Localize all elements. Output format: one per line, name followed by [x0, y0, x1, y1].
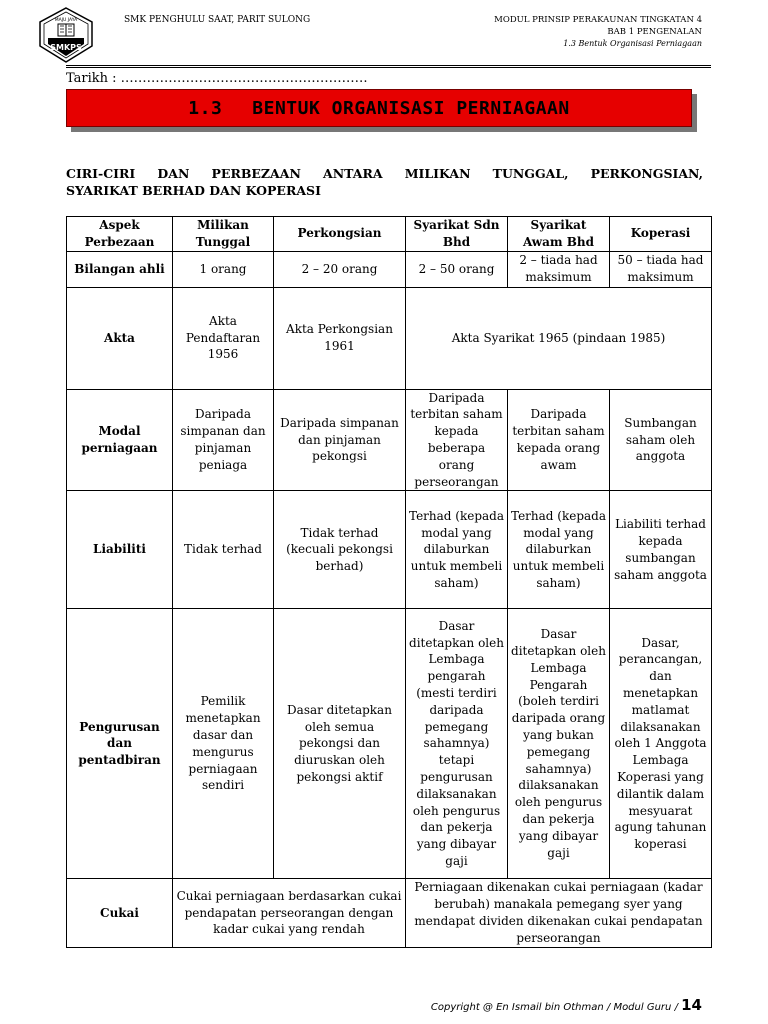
table-cell: Dasar ditetapkan oleh semua pekongsi dan diuruskan oleh pekongsi aktif — [274, 609, 406, 879]
header-cell: Milikan Tunggal — [173, 217, 274, 252]
aspect-cell: Cukai — [67, 879, 173, 947]
table-cell: Dasar ditetapkan oleh Lembaga Pengarah (boleh terdiri daripada orang yang bukan pemegang sahamnya) dilaksanakan oleh pengurus dan pekerja yang dibayar gaji — [508, 609, 610, 879]
table-cell: Sumbangan saham oleh anggota — [610, 389, 712, 491]
school-logo — [36, 6, 96, 64]
header-cell: Aspek Perbezaan — [67, 217, 173, 252]
date-label: Tarikh : ………………………………………………… — [66, 71, 368, 86]
table-row — [67, 251, 712, 287]
table-cell-merged: Perniagaan dikenakan cukai perniagaan (kadar berubah) manakala pemegang syer yang mendapat dividen dikenakan cukai pendapatan perseorangan — [406, 879, 712, 947]
table-cell: Daripada simpanan dan pinjaman peniaga — [173, 389, 274, 491]
table-row — [67, 287, 712, 389]
subtitle-line-2: SYARIKAT BERHAD DAN KOPERASI — [66, 183, 321, 198]
table-cell: 50 – tiada had maksimum — [610, 251, 712, 287]
table-cell: 1 orang — [173, 251, 274, 287]
aspect-cell: Bilangan ahli — [67, 251, 173, 287]
aspect-cell: Liabiliti — [67, 491, 173, 609]
section-title: 1.3 Bentuk Organisasi Perniagaan — [563, 39, 702, 48]
table-cell-merged: Cukai perniagaan berdasarkan cukai pendapatan perseorangan dengan kadar cukai yang rendah — [173, 879, 406, 947]
comparison-table — [66, 216, 712, 948]
page-number: 14 — [681, 996, 702, 1014]
table-row — [67, 389, 712, 491]
footer-module: Modul Guru — [613, 1002, 672, 1013]
table-header-row — [67, 217, 712, 252]
school-name: SMK PENGHULU SAAT, PARIT SULONG — [124, 15, 311, 25]
table-row — [67, 609, 712, 879]
table-cell: 2 – 50 orang — [406, 251, 508, 287]
table-cell: Dasar, perancangan, dan menetapkan matlamat dilaksanakan oleh 1 Anggota Lembaga Koperasi yang dilantik dalam mesyuarat agung tahunan koperasi — [610, 609, 712, 879]
title-banner — [66, 89, 692, 127]
aspect-cell: Pengurusan dan pentadbiran — [67, 609, 173, 879]
subtitle-line-1: CIRI-CIRI DAN PERBEZAAN ANTARA MILIKAN TUNGGAL, PERKONGSIAN, — [66, 166, 703, 181]
table-cell: 2 – 20 orang — [274, 251, 406, 287]
footer-separator: / — [606, 1002, 611, 1013]
table-cell: Akta Pendaftaran 1956 — [173, 287, 274, 389]
table-cell: Dasar ditetapkan oleh Lembaga pengarah (mesti terdiri daripada pemegang sahamnya) tetapi pengurusan dilaksanakan oleh pengurus dan pekerja yang dibayar gaji — [406, 609, 508, 879]
copyright-text: Copyright @ En Ismail bin Othman — [430, 1002, 604, 1013]
table-cell-merged: Akta Syarikat 1965 (pindaan 1985) — [406, 287, 712, 389]
section-subtitle — [66, 165, 703, 199]
chapter-title: BAB 1 PENGENALAN — [607, 27, 702, 37]
header-cell: Koperasi — [610, 217, 712, 252]
footer-separator: / — [674, 1002, 678, 1013]
banner-number: 1.3 — [188, 97, 223, 119]
table-row — [67, 491, 712, 609]
table-cell: Terhad (kepada modal yang dilaburkan untuk membeli saham) — [406, 491, 508, 609]
header-cell: Syarikat Sdn Bhd — [406, 217, 508, 252]
aspect-cell: Modal perniagaan — [67, 389, 173, 491]
aspect-cell: Akta — [67, 287, 173, 389]
header-divider — [66, 65, 711, 66]
logo-text-top: MAJU JAYA — [54, 18, 78, 23]
module-info — [494, 14, 702, 50]
table-row — [67, 879, 712, 947]
table-cell: Tidak terhad (kecuali pekongsi berhad) — [274, 491, 406, 609]
header-divider-2 — [66, 67, 711, 68]
module-title: MODUL PRINSIP PERAKAUNAN TINGKATAN 4 — [494, 15, 702, 25]
logo-text-bottom: SMKPS — [50, 43, 82, 52]
table-cell: Tidak terhad — [173, 491, 274, 609]
banner-title: BENTUK ORGANISASI PERNIAGAAN — [252, 97, 570, 119]
table-cell: Daripada simpanan dan pinjaman pekongsi — [274, 389, 406, 491]
table-cell: 2 – tiada had maksimum — [508, 251, 610, 287]
table-cell: Liabiliti terhad kepada sumbangan saham anggota — [610, 491, 712, 609]
table-cell: Terhad (kepada modal yang dilaburkan untuk membeli saham) — [508, 491, 610, 609]
table-cell: Daripada terbitan saham kepada orang awam — [508, 389, 610, 491]
header-cell: Syarikat Awam Bhd — [508, 217, 610, 252]
table-cell: Pemilik menetapkan dasar dan mengurus perniagaan sendiri — [173, 609, 274, 879]
page-footer — [431, 996, 702, 1014]
table-cell: Akta Perkongsian 1961 — [274, 287, 406, 389]
table-cell: Daripada terbitan saham kepada beberapa orang perseorangan — [406, 389, 508, 491]
header-cell: Perkongsian — [274, 217, 406, 252]
